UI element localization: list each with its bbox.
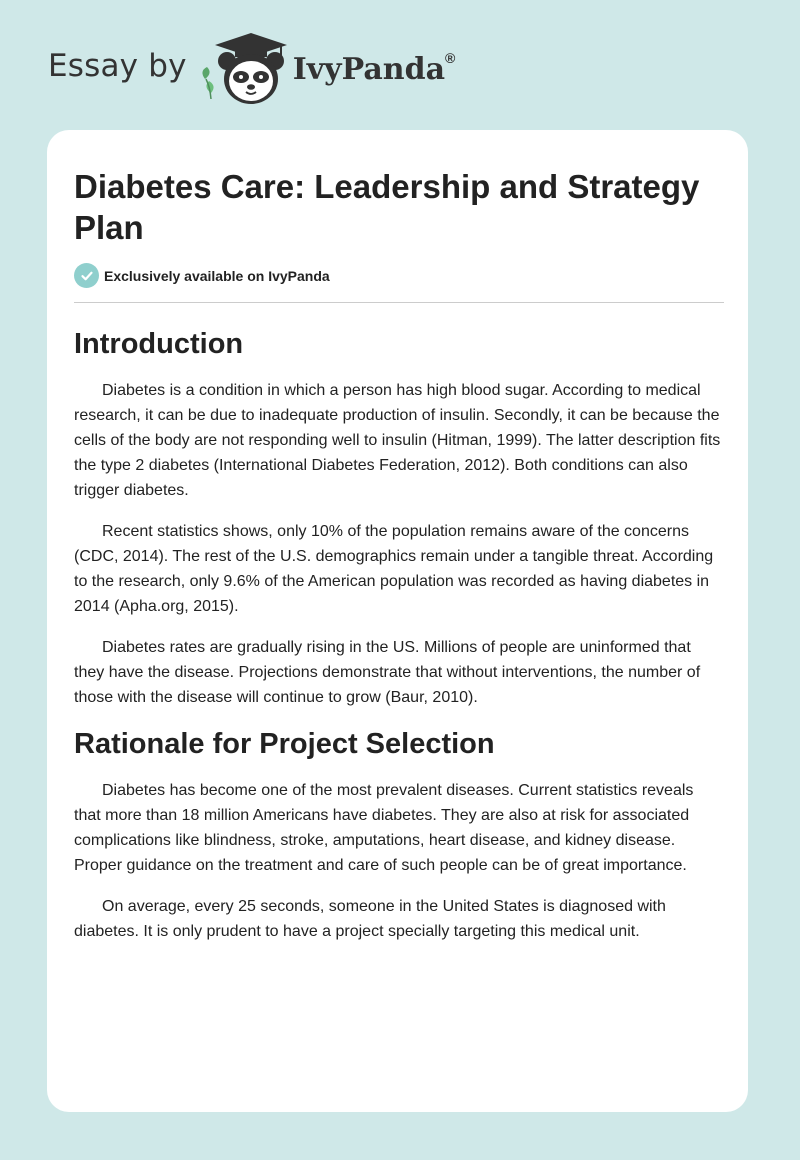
paragraph: Diabetes is a condition in which a person has high blood sugar. According to medical research, it can be due to inadequate production of insulin. Secondly, it can be because the cells of the body are not responding well to insulin (Hitman, 1999). The latter description fits the type 2 diabetes (International Diabetes Federation, 2012). Both conditions can also trigger diabetes. (74, 382, 721, 499)
essay-card (47, 130, 748, 1112)
section-rationale (74, 724, 724, 944)
brand-name: IvyPanda® (292, 49, 456, 87)
exclusive-label: Exclusively available on IvyPanda (104, 267, 330, 284)
section-introduction (74, 324, 724, 710)
section-heading: Introduction (74, 328, 244, 360)
article-body (74, 324, 724, 944)
section-heading: Rationale for Project Selection (74, 728, 495, 760)
site-header (48, 30, 455, 110)
ivypanda-logo-icon (195, 31, 291, 107)
paragraph: Recent statistics shows, only 10% of the population remains aware of the concerns (CDC, 2014). The rest of the U.S. demographics remain under a tangible threat. According to the research, only 9.6% of the American population was recorded as having diabetes in 2014 (Apha.org, 2015). (74, 523, 714, 615)
paragraph: Diabetes rates are gradually rising in the US. Millions of people are uninformed that they have the disease. Projections demonstrate that without interventions, the number of those with the disease will continue to grow (Baur, 2010). (74, 639, 701, 706)
essay-by-label: Essay by (48, 48, 187, 84)
page-title: Diabetes Care: Leadership and Strategy Plan (74, 168, 700, 246)
paragraph: On average, every 25 seconds, someone in the United States is diagnosed with diabetes. It is only prudent to have a project specially targeting this medical unit. (74, 898, 666, 940)
registered-mark: ® (445, 49, 456, 66)
checkmark-icon (74, 263, 99, 288)
divider (74, 302, 724, 303)
exclusive-badge (74, 263, 330, 288)
paragraph: Diabetes has become one of the most prevalent diseases. Current statistics reveals that more than 18 million Americans have diabetes. They are also at risk for associated complications like blindness, stroke, amputations, heart disease, and kidney disease. Proper guidance on the treatment and care of such people can be of great importance. (74, 782, 694, 874)
